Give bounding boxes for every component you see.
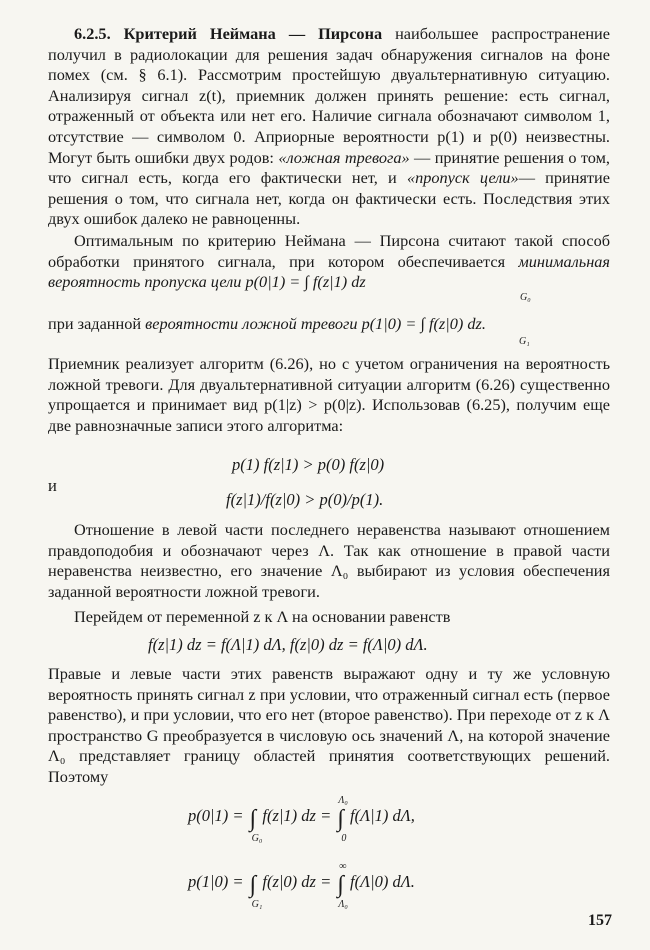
- term-false-alarm-probability: вероятности ложной тревоги: [145, 314, 358, 333]
- integral-sign: ∫ Λ₀ 0: [337, 795, 348, 844]
- formula-p01: p(0|1) = ∫ f(z|1) dz: [245, 272, 366, 292]
- eq5-lower-limit-1: G₁: [251, 899, 263, 910]
- formula-p10: p(1|0) = ∫ f(z|0) dz.: [361, 314, 486, 333]
- paragraph-intro: [48, 24, 610, 230]
- equation-densities: f(z|1) dz = f(Λ|1) dΛ, f(z|0) dz = f(Λ|0) dΛ.: [148, 635, 428, 654]
- equation-p01-integral: [188, 795, 415, 844]
- eq5-rhs: f(Λ|0) dΛ.: [350, 872, 415, 891]
- integral-sign: ∫ G₀: [249, 806, 263, 844]
- term-false-alarm: «ложная тревога»: [278, 147, 410, 167]
- page-number: 157: [588, 912, 612, 929]
- eq4-lower-limit-1: G₀: [251, 833, 263, 844]
- eq5-upper-limit-2: ∞: [339, 861, 347, 872]
- paragraph-transformation: [48, 664, 610, 788]
- intro-text: наибольшее распространение получил в радиолокации для решения задач обнаружения сигналов на фоне помех (см. § 6.1). Рассмотрим простейшую двуальтернативную ситуацию. Анализируя сигнал z(t), приемник должен принять решение: есть сигнал, отраженный от объекта или нет его. Наличие сигнала обозначают символом 1, отсутствие — символом 0. Априорные вероятности p(1) и p(0) неизвестны. Могут быть ошибки двух родов:: [48, 24, 610, 167]
- limit-g0: G₀: [520, 292, 531, 303]
- transformation-text: Правые и левые части этих равенств выражают одну и ту же условную вероятность принять сигнал z при условии, что отраженный сигнал есть (первое равенство), и при условии, что его нет (второе равенство). При переходе от z к Λ пространство G преобразуется в числовую ось значений Λ, на которой значение Λ₀ представляет границу областей принятия соответствующих решений. Поэтому: [48, 664, 610, 786]
- eq5-lower-limit-2: Λ₀: [338, 899, 348, 910]
- limit-g1: G₁: [519, 336, 530, 347]
- eq4-upper-limit-2: Λ₀: [338, 795, 348, 806]
- change-variable-text: Перейдем от переменной z к Λ на основании равенств: [74, 607, 451, 626]
- eq4-lower-limit-2: 0: [341, 833, 347, 844]
- term-min-miss-probability: минимальная вероятность пропуска цели: [48, 251, 610, 292]
- intro-text-b: — принятие решения о том, что сигнал есть, когда его фактически нет, и: [48, 147, 610, 188]
- word-and: и: [48, 476, 57, 495]
- section-heading: 6.2.5. Критерий Неймана — Пирсона: [74, 24, 383, 43]
- paragraph-criterion: [48, 231, 610, 293]
- integral-sign: ∫ G₁: [249, 872, 263, 910]
- equation-likelihood-2: f(z|1)/f(z|0) > p(0)/p(1).: [226, 490, 384, 509]
- likelihood-ratio-text: Отношение в левой части последнего неравенства называют отношением правдоподобия и обозначают через Λ. Так как отношение в правой части неравенства неизвестно, его значение Λ₀ выбирают из условия обеспечения заданной вероятности ложной тревоги.: [48, 520, 610, 601]
- constraint-lead: при заданной: [48, 314, 142, 333]
- eq4-lhs: p(0|1) =: [188, 806, 244, 825]
- equation-likelihood-1: p(1) f(z|1) > p(0) f(z|0): [232, 455, 385, 474]
- algorithm-text: Приемник реализует алгоритм (6.26), но с учетом ограничения на вероятность ложной тревоги. Для двуальтернативной ситуации алгоритм (6.26) существенно упрощается и принимает вид p(1|z) > p(0|z). Использовав (6.25), получим еще две равнозначные записи этого алгоритма:: [48, 354, 610, 435]
- paragraph-false-alarm-constraint: [48, 314, 610, 335]
- criterion-text: Оптимальным по критерию Неймана — Пирсона считают такой способ обработки принятого сигнала, при котором обеспечивается: [48, 231, 610, 271]
- equation-p10-integral: [188, 861, 415, 910]
- intro-text-c: — принятие решения о том, что сигнала нет, когда он фактически есть. Последствия этих двух ошибок далеко не равноценны.: [48, 168, 610, 229]
- paragraph-likelihood-ratio: [48, 520, 610, 602]
- integral-sign: ∫ ∞ Λ₀: [337, 861, 348, 910]
- eq5-lhs: p(1|0) =: [188, 872, 244, 891]
- paragraph-change-variable: [48, 607, 610, 628]
- term-miss: «пропуск цели»: [406, 168, 519, 188]
- eq5-mid: f(z|0) dz =: [262, 872, 332, 891]
- eq4-rhs: f(Λ|1) dΛ,: [350, 806, 415, 825]
- eq4-mid: f(z|1) dz =: [262, 806, 332, 825]
- paragraph-algorithm: [48, 354, 610, 436]
